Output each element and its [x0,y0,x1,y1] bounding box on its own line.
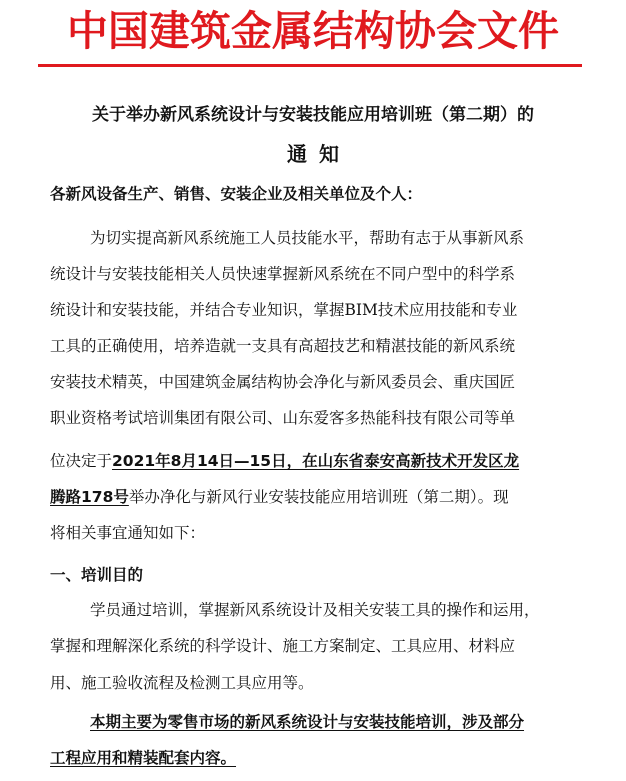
intro-line-7-text: 位决定于 [50,452,113,470]
salutation: 各新风设备生产、销售、安装企业及相关单位及个人： [50,185,423,203]
section-1-line-3: 用、施工验收流程及检测工具应用等。 [50,674,314,692]
training-date-location: 2021年8月14日—15日，在山东省泰安高新技术开发区龙 [112,452,520,470]
training-address: 腾路178号 [50,488,129,506]
section-1-heading: 一、培训目的 [50,566,144,584]
intro-line-5: 安装技术精英，中国建筑金属结构协会净化与新风委员会、重庆国匠 [50,373,516,391]
intro-line-2: 统设计与安装技能相关人员快速掌握新风系统在不同户型中的科学系 [50,265,516,283]
masthead-red-rule [38,64,582,67]
section-1-line-1: 学员通过培训，掌握新风系统设计及相关安装工具的操作和运用， [90,601,540,619]
notice-title-line1: 关于举办新风系统设计与安装技能应用培训班（第二期）的 [92,105,534,125]
intro-line-1: 为切实提高新风系统施工人员技能水平，帮助有志于从事新风系 [90,229,525,247]
document-masthead: 中国建筑金属结构协会文件 [67,7,559,55]
notice-title-line2: 通知 [287,142,351,166]
intro-line-4: 工具的正确使用，培养造就一支具有高超技艺和精湛技能的新风系统 [50,337,516,355]
intro-line-8-text: 举办净化与新风行业安装技能应用培训班（第二期）。现 [128,488,509,506]
intro-line-8 [50,487,509,507]
intro-line-9: 将相关事宜通知如下： [50,524,206,542]
section-1-line-2: 掌握和理解深化系统的科学设计、施工方案制定、工具应用、材料应 [50,637,516,655]
intro-line-6: 职业资格考试培训集团有限公司、山东爱客多热能科技有限公司等单 [50,409,516,427]
section-1-note-line-1: 本期主要为零售市场的新风系统设计与安装技能培训，涉及部分 [90,713,525,731]
section-1-note-line-2: 工程应用和精装配套内容。 [50,749,237,767]
intro-line-3: 统设计和安装技能，并结合专业知识，掌握BIM技术应用技能和专业 [50,301,518,319]
intro-line-7 [50,451,519,471]
